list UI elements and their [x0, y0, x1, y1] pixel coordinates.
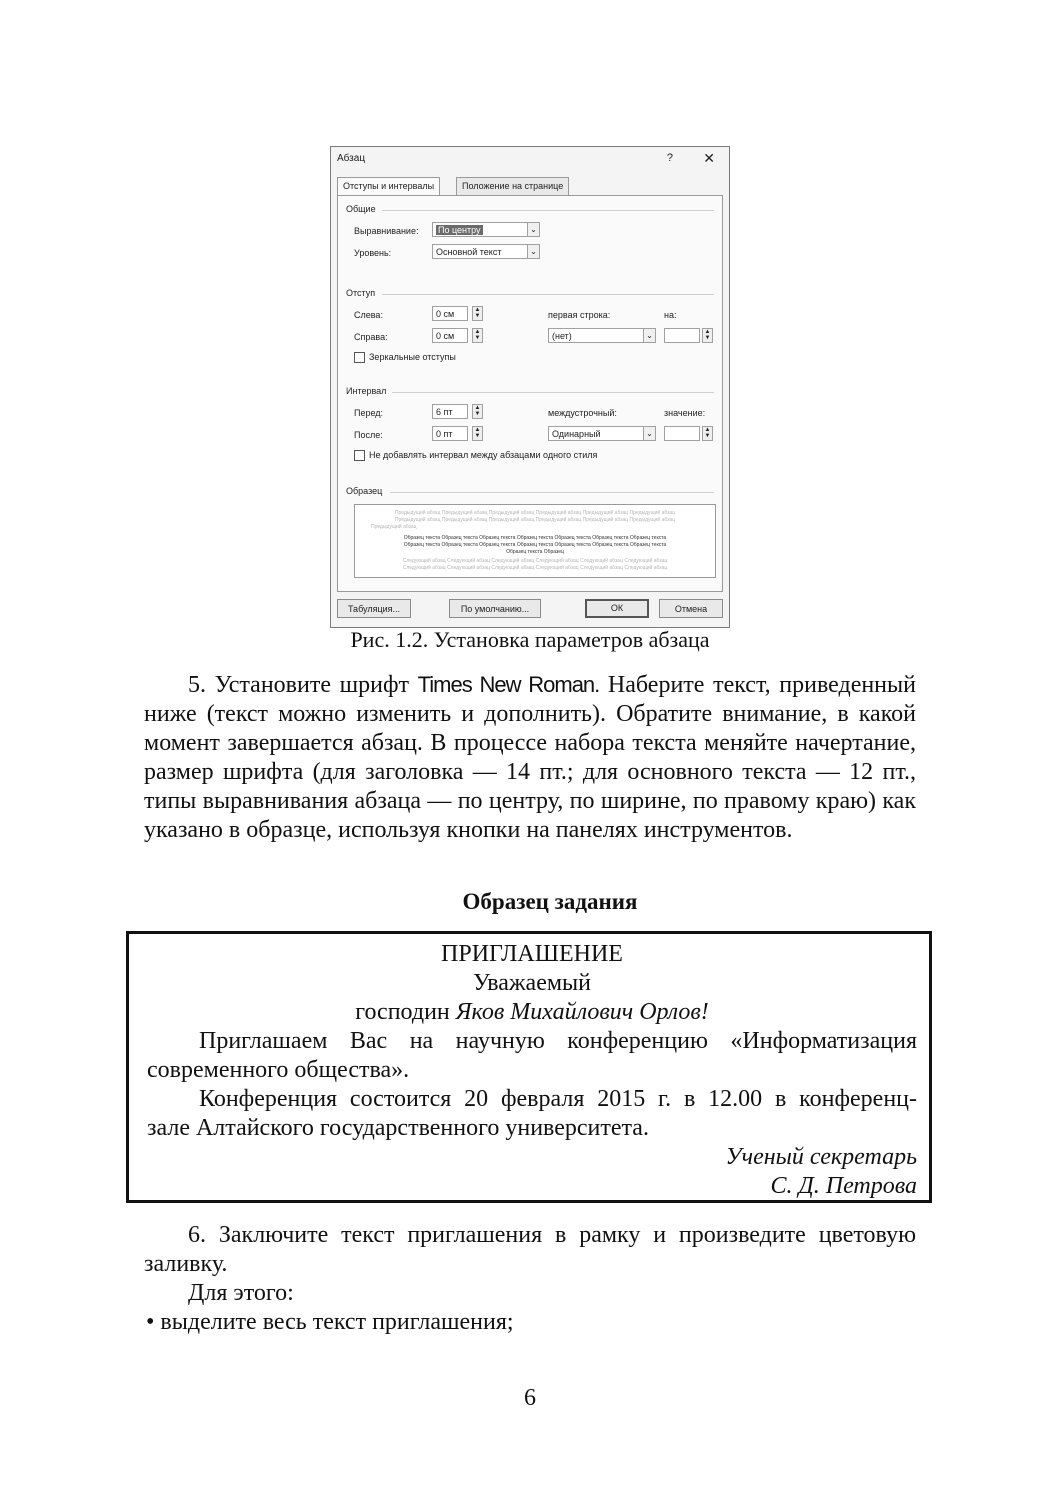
step-5-number: 5. [188, 672, 206, 698]
tab-line-page-breaks[interactable]: Положение на странице [456, 177, 569, 195]
step-5-paragraph [144, 670, 916, 845]
signature-name: С. Д. Петрова [770, 1173, 917, 1199]
spacing-after-input[interactable]: 0 пт [432, 426, 468, 441]
figure-caption: Рис. 1.2. Установка параметров абзаца [350, 627, 710, 652]
left-indent-label: Слева: [354, 310, 383, 320]
signature-role: Ученый секретарь [725, 1144, 917, 1170]
invitation-para2-line1: Конференция состоится 20 февраля 2015 г. в 12.00 в конференц- [199, 1086, 917, 1112]
step-6-for-this: Для этого: [188, 1280, 294, 1306]
spacing-after-label: После: [354, 430, 383, 440]
help-icon[interactable]: ? [666, 152, 673, 164]
line-spacing-label: междустрочный: [548, 408, 617, 418]
level-label: Уровень: [354, 248, 392, 258]
by-label: на: [664, 310, 677, 320]
invitation-para1-line2: современного общества». [147, 1057, 410, 1083]
tab-indents-spacing[interactable]: Отступы и интервалы [337, 177, 440, 196]
step-6-paragraph [144, 1221, 916, 1308]
first-line-select[interactable]: (нет) [548, 328, 644, 343]
page-number: 6 [524, 1385, 536, 1411]
section-indent: Отступ [346, 288, 376, 298]
value-label: значение: [664, 408, 706, 418]
chevron-down-icon[interactable]: ⌄ [643, 426, 656, 441]
section-general: Общие [346, 204, 376, 214]
dialog-title: Абзац [337, 153, 366, 164]
right-indent-input[interactable]: 0 см [432, 328, 468, 343]
step-6-text: 6. Заключите текст приглашения в рамку и произведите цветовую заливку. [144, 1222, 916, 1277]
level-select[interactable]: Основной текст [432, 244, 528, 259]
step-5-text-rest: Наберите текст, приведенный ниже (текст можно изменить и дополнить). Обратите внимание, в какой момент завершается абзац. В процессе набора текста меняйте начертание, размер шрифта (для заголовка — 14 пт.; для основного текста — 12 пт., типы выравнивания абзаца — по центру, по ширине, по правому краю) как указано в образце, используя кнопки на панелях инструментов. [144, 672, 916, 843]
tabs-button[interactable]: Табуляция... [337, 599, 411, 618]
chevron-down-icon[interactable]: ⌄ [527, 244, 540, 259]
invitation-frame [126, 931, 932, 1203]
cancel-button[interactable]: Отмена [659, 599, 723, 618]
ok-button[interactable]: ОК [585, 599, 649, 618]
addressee-name: Яков Михайлович Орлов! [455, 999, 709, 1025]
divider [390, 492, 714, 493]
alignment-label: Выравнивание: [354, 226, 419, 236]
spinner-icon[interactable]: ▲ ▼ [702, 328, 713, 343]
close-icon[interactable]: ✕ [703, 150, 715, 166]
chevron-down-icon[interactable]: ⌄ [527, 222, 540, 237]
bullet-icon: • [146, 1309, 155, 1335]
section-preview: Образец [346, 486, 383, 496]
addressee-prefix: господин [355, 999, 456, 1025]
preview-sample-tail: Образец текста Образец [506, 549, 564, 555]
spinner-icon[interactable]: ▲ ▼ [472, 306, 483, 321]
left-indent-input[interactable]: 0 см [432, 306, 468, 321]
preview-prev-line: Предыдущий абзац Предыдущий абзац Предыдущий абзац Предыдущий абзац Предыдущий абзац Предыдущий абзац [394, 517, 676, 523]
invitation-addressee [147, 998, 917, 1027]
font-name: Times New Roman. [417, 672, 600, 697]
spacing-before-input[interactable]: 6 пт [432, 404, 468, 419]
preview-sample-line: Образец текста Образец текста Образец текста Образец текста Образец текста Образец текста Образец текста [403, 542, 667, 548]
divider [392, 392, 714, 393]
first-line-label: первая строка: [548, 310, 611, 320]
divider [382, 210, 714, 211]
dont-add-space-checkbox[interactable] [354, 450, 365, 461]
preview-next-line: Следующий абзац Следующий абзац Следующий абзац Следующий абзац Следующий абзац Следующий абзац [402, 558, 668, 564]
set-default-button[interactable]: По умолчанию... [449, 599, 541, 618]
invitation-greeting: Уважаемый [473, 970, 591, 996]
invitation-para2-line2: зале Алтайского государственного университета. [147, 1115, 649, 1141]
bullet-text: выделите весь текст приглашения; [160, 1309, 514, 1335]
bullet-item [146, 1308, 918, 1337]
spinner-icon[interactable]: ▲ ▼ [472, 404, 483, 419]
spinner-icon[interactable]: ▲ ▼ [702, 426, 713, 441]
spacing-before-label: Перед: [354, 408, 384, 418]
chevron-down-icon[interactable]: ⌄ [643, 328, 656, 343]
tab-panel [337, 195, 723, 592]
mirror-indents-label: Зеркальные отступы [369, 352, 456, 362]
line-spacing-select[interactable]: Одинарный [548, 426, 644, 441]
step-5-text: Установите шрифт [206, 672, 418, 698]
alignment-select[interactable]: По центру [432, 222, 528, 237]
section-spacing: Интервал [346, 386, 387, 396]
paragraph-dialog [330, 146, 730, 628]
dont-add-space-label: Не добавлять интервал между абзацами одного стиля [369, 450, 598, 460]
mirror-indents-checkbox[interactable] [354, 352, 365, 363]
paragraph-preview [354, 504, 716, 578]
spinner-icon[interactable]: ▲ ▼ [472, 328, 483, 343]
invitation-title: ПРИГЛАШЕНИЕ [441, 941, 623, 967]
preview-prev-tail: Предыдущий абзац [371, 524, 417, 530]
spinner-icon[interactable]: ▲ ▼ [472, 426, 483, 441]
right-indent-label: Справа: [354, 332, 388, 342]
preview-prev-line: Предыдущий абзац Предыдущий абзац Предыдущий абзац Предыдущий абзац Предыдущий абзац Предыдущий абзац [394, 510, 676, 516]
invitation-para1-line1: Приглашаем Вас на научную конференцию «Информатизация [199, 1028, 917, 1054]
line-value-input[interactable] [664, 426, 700, 441]
preview-sample-line: Образец текста Образец текста Образец текста Образец текста Образец текста Образец текста Образец текста [403, 535, 667, 541]
preview-next-line: Следующий абзац Следующий абзац Следующий абзац Следующий абзац Следующий абзац Следующий абзац [402, 565, 668, 571]
bullet-list [146, 1308, 918, 1337]
divider [382, 294, 714, 295]
by-input[interactable] [664, 328, 700, 343]
sample-heading: Образец задания [462, 889, 638, 914]
